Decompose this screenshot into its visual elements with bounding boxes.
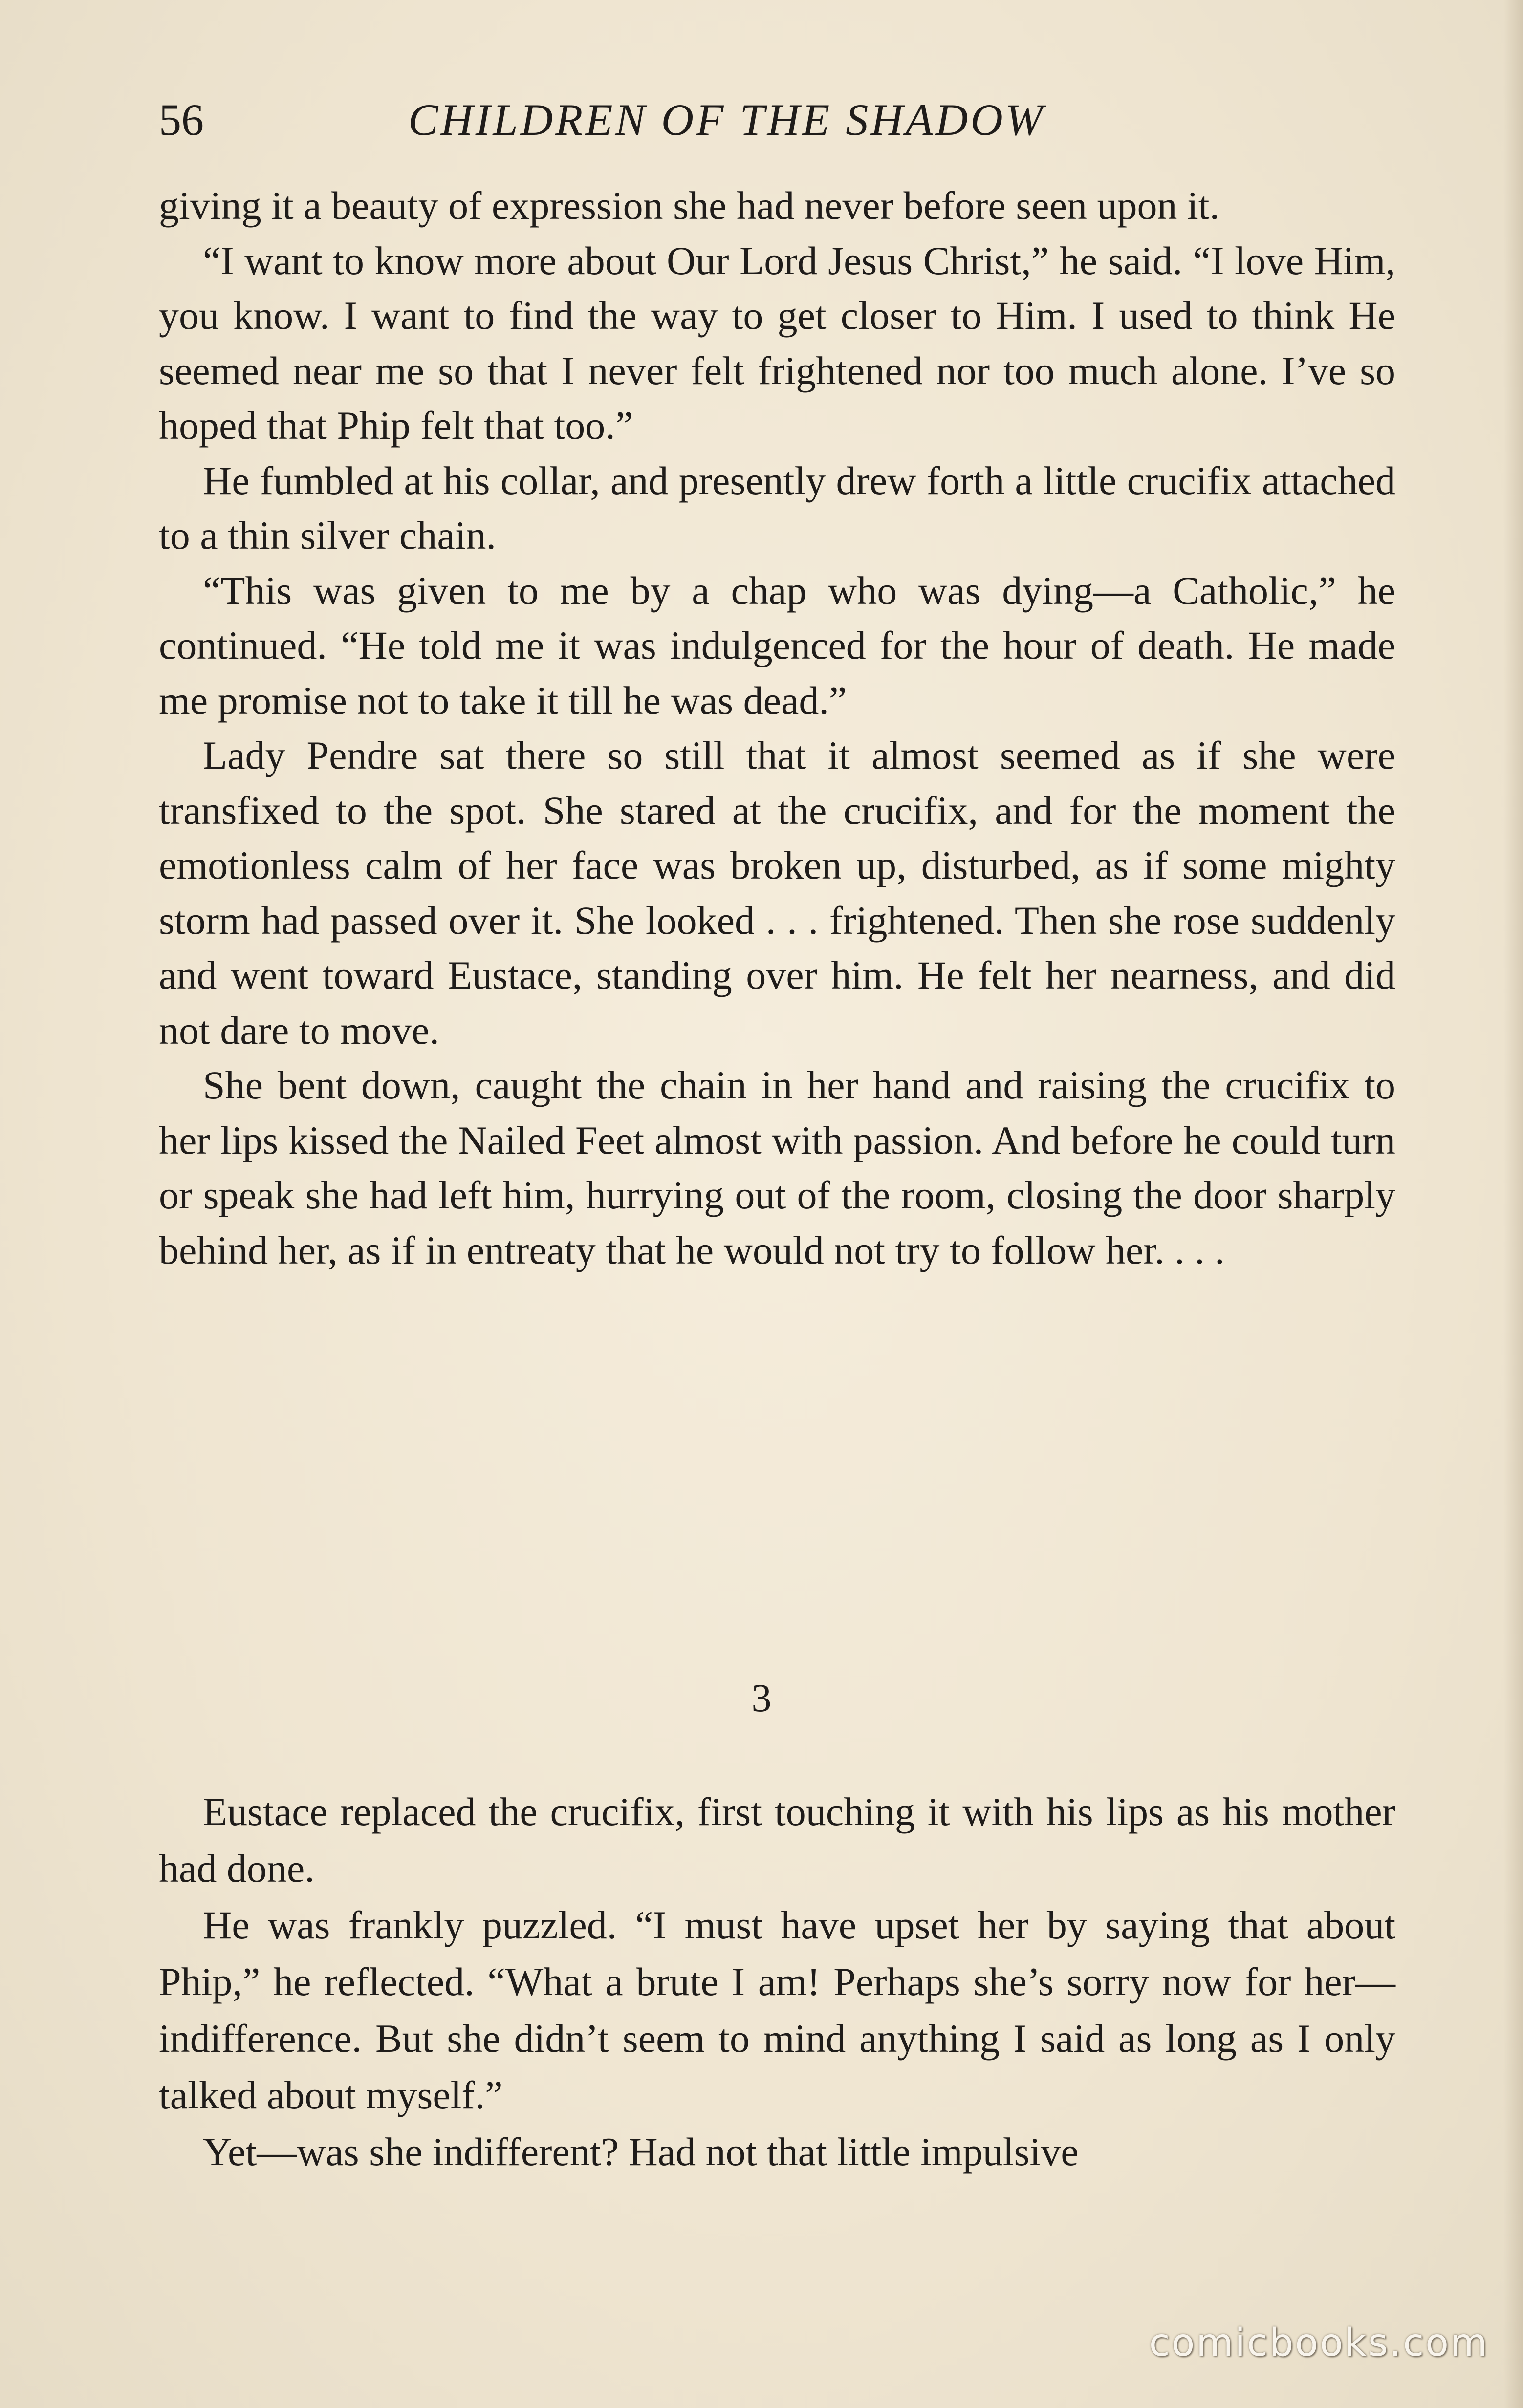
page-edge-shadow [1503, 0, 1523, 2408]
paragraph-4: “This was given to me by a chap who was dying—a Catholic,” he continued. “He told me it was indulgenced for the hour of death. He made me promise not to take it till he was dead.” [159, 568, 1395, 723]
page-header [159, 86, 1395, 159]
running-head: CHILDREN OF THE SHADOW [408, 95, 1045, 145]
section-number: 3 [751, 1676, 772, 1720]
paragraph-5: Lady Pendre sat there so still that it almost seemed as if she were transfixed to the spot. She stared at the crucifix, and for the moment the emotionless calm of her face was broken up, disturbed, as if some mighty storm had passed over it. She looked . . . frightened. Then she rose suddenly and went toward Eustace, standing over him. He felt her nearness, and did not dare to move. [159, 733, 1395, 1053]
paragraph-6: She bent down, caught the chain in her hand and raising the crucifix to her lips kissed the Nailed Feet almost with passion. And before he could turn or speak she had left him, hurrying out of the room, closing the door sharply behind her, as if in entreaty that he would not try to follow her. . . . [159, 1063, 1395, 1272]
body-text-section-2 [159, 1784, 1395, 2180]
paragraph-7: Eustace replaced the crucifix, first touching it with his lips as his mother had done. [159, 1789, 1395, 1891]
watermark-logo: comicbooks.com [1149, 2321, 1489, 2365]
paragraph-8: He was frankly puzzled. “I must have upset her by saying that about Phip,” he reflected. “What a brute I am! Perhaps she’s sorry now for her—indifference. But she didn’t seem to mind anything I said as long as I only talked about myself.” [159, 1903, 1395, 2117]
paragraph-1: giving it a beauty of expression she had never before seen upon it. [159, 183, 1220, 228]
paragraph-3: He fumbled at his collar, and presently drew forth a little crucifix attached to a thin silver chain. [159, 458, 1395, 558]
paragraph-2: “I want to know more about Our Lord Jesus Christ,” he said. “I love Him, you know. I want to find the way to get closer to Him. I used to think He seemed near me so that I never felt frightened nor too much alone. I’ve so hoped that Phip felt that too.” [159, 238, 1395, 448]
paragraph-9: Yet—was she indifferent? Had not that little impulsive [203, 2129, 1079, 2174]
page-number: 56 [159, 95, 204, 145]
body-text-section-1 [159, 178, 1395, 1278]
